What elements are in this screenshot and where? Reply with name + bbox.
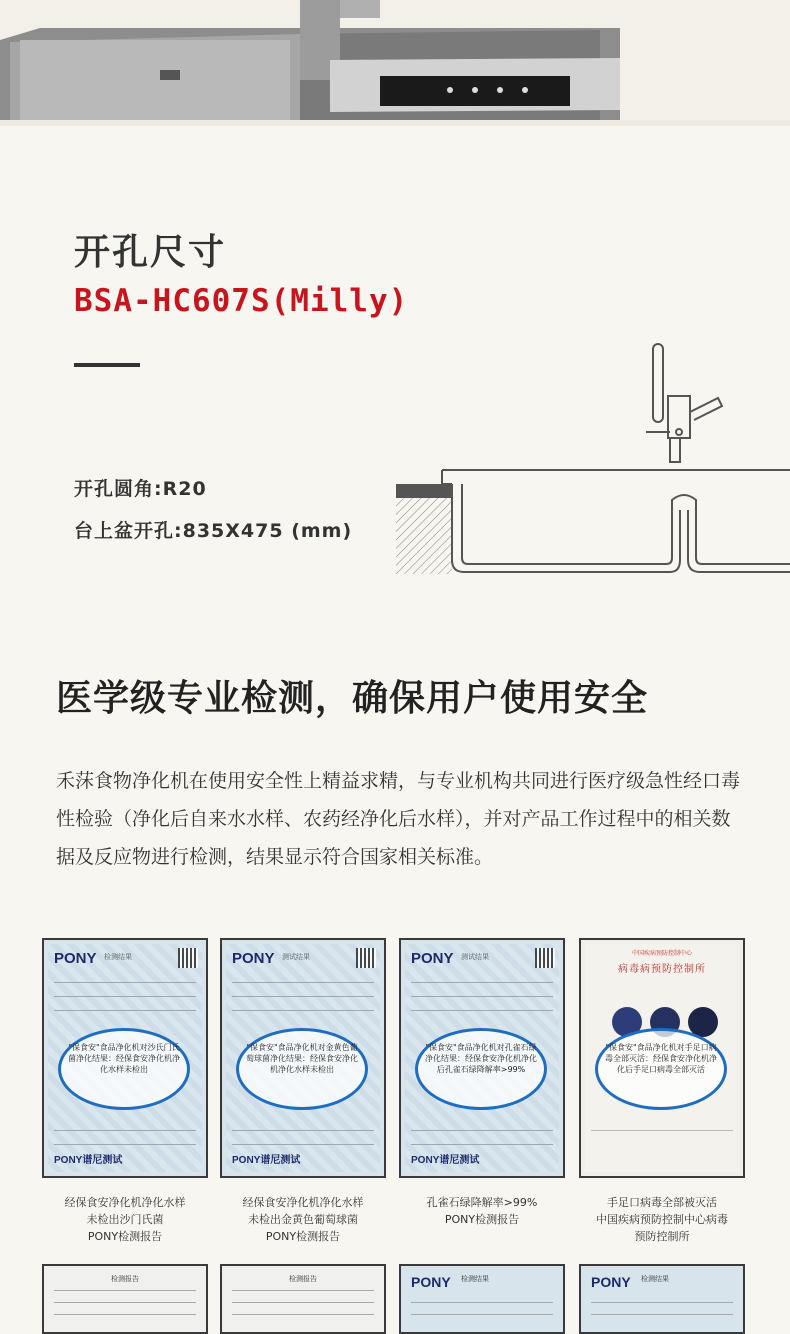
certificate-caption: 手足口病毒全部被灭活 中国疾病预防控制中心病毒 预防控制所 [596,1196,728,1243]
certificate-row2-2: 检测报告 [220,1264,386,1334]
oval-text: "保食安"食品净化机对孔雀石绿净化结果：经保食安净化机净化后孔雀石绿降解率>99% [425,1043,537,1074]
cert-footer: PONY谱尼测试 [411,1155,480,1166]
oval-text: "保食安"食品净化机对手足口病毒全部灭活：经保食安净化机净化后手足口病毒全部灭活 [605,1043,717,1074]
oval-text: "保食安"食品净化机对金黄色葡萄球菌净化结果：经保食安净化机净化水样未检出 [246,1043,358,1074]
spec-cutout-size [74,516,352,543]
oval-text: "保食安"食品净化机对沙氏门氏菌净化结果：经保食安净化机净化水样未检出 [68,1043,180,1074]
certificate-salmonella [42,938,208,1178]
qr-code-icon [535,948,555,968]
title-divider [74,363,140,367]
spec-value: 835X475 (mm) [182,520,353,542]
pony-logo: PONY [411,950,454,967]
cdc-org: 中国疾病预防控制中心 [631,950,692,957]
model-number: BSA-HC607S(Milly) [74,283,409,319]
qr-code-icon [356,948,376,968]
cert-header: 测试结果 [282,953,310,961]
certificate-hfmd-virus [579,938,745,1178]
spec-value: R20 [162,478,207,500]
section-heading: 医学级专业检测，确保用户使用安全 [56,678,649,719]
certificate-staphylococcus [220,938,386,1178]
sink-photo-illustration [0,0,790,126]
pony-logo: PONY [54,950,97,967]
section-title: 开孔尺寸 [74,232,227,273]
certificate-row2-4: PONY 检测结果 [579,1264,745,1334]
product-photo [0,0,790,126]
certificate-malachite-green [399,938,565,1178]
section-paragraph: 禾莯食物净化机在使用安全性上精益求精，与专业机构共同进行医疗级急性经口毒性检验（净化后自来水水样、农药经净化后水样），并对产品工作过程中的相关数据及反应物进行检测，结果显示符合国家相关标准。 [56,770,741,868]
spec-label: 开孔圆角: [74,478,163,500]
faucet-icon [646,344,722,462]
spec-label: 台上盆开孔: [74,520,183,542]
cert-header: 检测结果 [104,953,132,961]
certificate-row2-3: PONY 检测结果 [399,1264,565,1334]
cert-footer: PONY谱尼测试 [232,1155,301,1166]
certificate-row2-1: 检测报告 [42,1264,208,1334]
qr-code-icon [178,948,198,968]
sink-cross-section-diagram [392,340,790,580]
cert-header: 测试结果 [461,953,489,961]
certificate-caption: 孔雀石绿降解率>99% PONY检测报告 [426,1196,538,1226]
pony-logo: PONY [232,950,275,967]
cert-footer: PONY谱尼测试 [54,1155,123,1166]
certificate-caption: 经保食安净化机净化水样 未检出金黄色葡萄球菌 PONY检测报告 [242,1196,364,1243]
cdc-institute: 病毒病预防控制所 [618,964,706,975]
spec-corner-radius [74,474,207,501]
certificate-caption: 经保食安净化机净化水样 未检出沙门氏菌 PONY检测报告 [64,1196,186,1243]
